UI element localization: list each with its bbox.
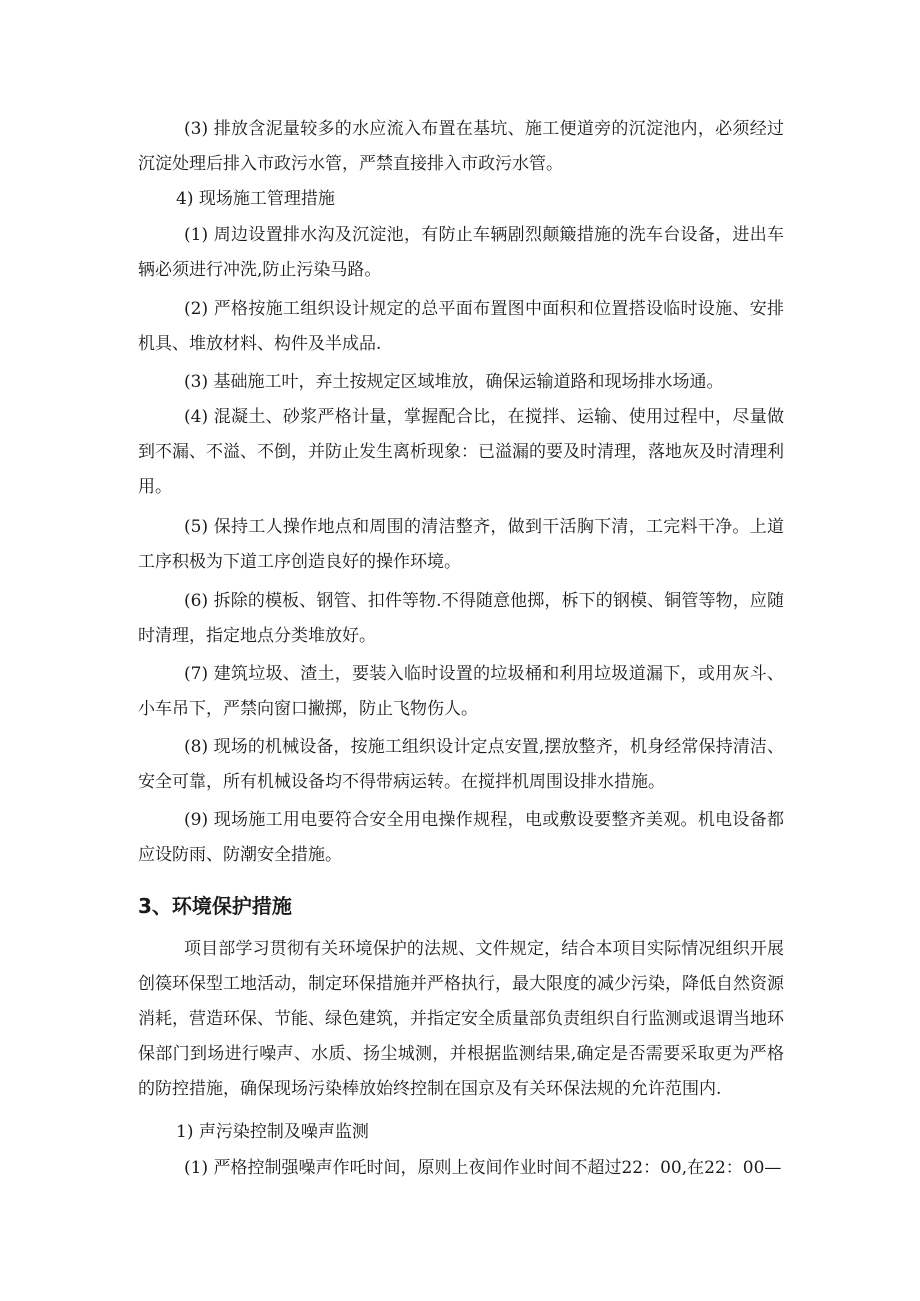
item-4-concrete-mortar: (4) 混凝土、砂浆严格计量，掌握配合比，在搅拌、运输、使用过程中，尽量做到不漏、不溢、不倒，并防止发生离析现象：已溢漏的要及时清理，落地灰及时清理利用。 (138, 407, 784, 497)
paragraph-environmental-intro: 项目部学习贯彻有关环境保护的法规、文件规定，结合本项目实际情况组织开展创篌环保型工地活动，制定环保措施并严格执行，最大限度的减少污染，降低自然资源消耗，营造环保、节能、绿色建筑，并指定安全质量部负责组织自行监测或退谓当地环保部门到场进行噪声、水质、扬尘城测，并根据监测结果,确定是否需要采取更为严格的防控措施，确保现场污染棒放始终控制在国京及有关环保法规的允许范围内. (138, 939, 784, 1099)
item-2-layout-plan: (2) 严格按施工组织设计规定的总平面布置图中面积和位置搭设临时设施、安排机具、堆放材料、构件及半成品. (138, 299, 784, 354)
paragraph-drain-sediment: (3) 排放含泥量较多的水应流入布置在基坑、施工便道旁的沉淀池内，必须经过沉淀处理后排入市政污水管，严禁直接排入市政污水管。 (138, 119, 784, 174)
item-1-noise-hours: (1) 严格控制强噪声作吒时间，原则上夜间作业时间不超过22：00,在22：00— (184, 1158, 782, 1178)
item-7-construction-waste: (7) 建筑垃圾、渣土，要装入临时设置的垃圾桶和利用垃圾道漏下，或用灰斗、小车吊下，严禁向窗口撇掷，防止飞物伤人。 (138, 664, 784, 719)
item-5-workplace-clean: (5) 保持工人操作地点和周围的清洁整齐，做到干活胸下清，工完料干净。上道工序积极为下道工序创造良好的操作环境。 (138, 517, 784, 572)
subsection-title-site-management: 4) 现场施工管理措施 (176, 189, 335, 209)
item-8-machinery: (8) 现场的机械设备，按施工组织设计定点安置,摆放整齐，机身经常保持清洁、安全可靠，所有机械设备均不得带病运转。在搅拌机周围设排水措施。 (138, 737, 784, 792)
section-heading-environmental-protection: 3、环境保护措施 (138, 894, 292, 918)
item-3-foundation-soil: (3) 基础施工叶，弃土按规定区域堆放，确保运输道路和现场排水场通。 (184, 372, 724, 392)
item-1-car-wash: (1) 周边设置排水沟及沉淀池，有防止车辆剧烈颠簸措施的洗车台设备，进出车辆必须进行冲洗,防止污染马路。 (138, 225, 784, 280)
item-9-electricity: (9) 现场施工用电要符合安全用电操作规程，电或敷设要整齐美观。机电设备都应设防雨、防潮安全措施。 (138, 810, 784, 865)
subsection-title-noise-control: 1) 声污染控制及噪声监测 (176, 1122, 369, 1142)
item-6-formwork-removal: (6) 拆除的模板、钢管、扣件等物.不得随意他掷，柝下的钢模、铜管等物，应随时清理，指定地点分类堆放好。 (138, 591, 784, 646)
